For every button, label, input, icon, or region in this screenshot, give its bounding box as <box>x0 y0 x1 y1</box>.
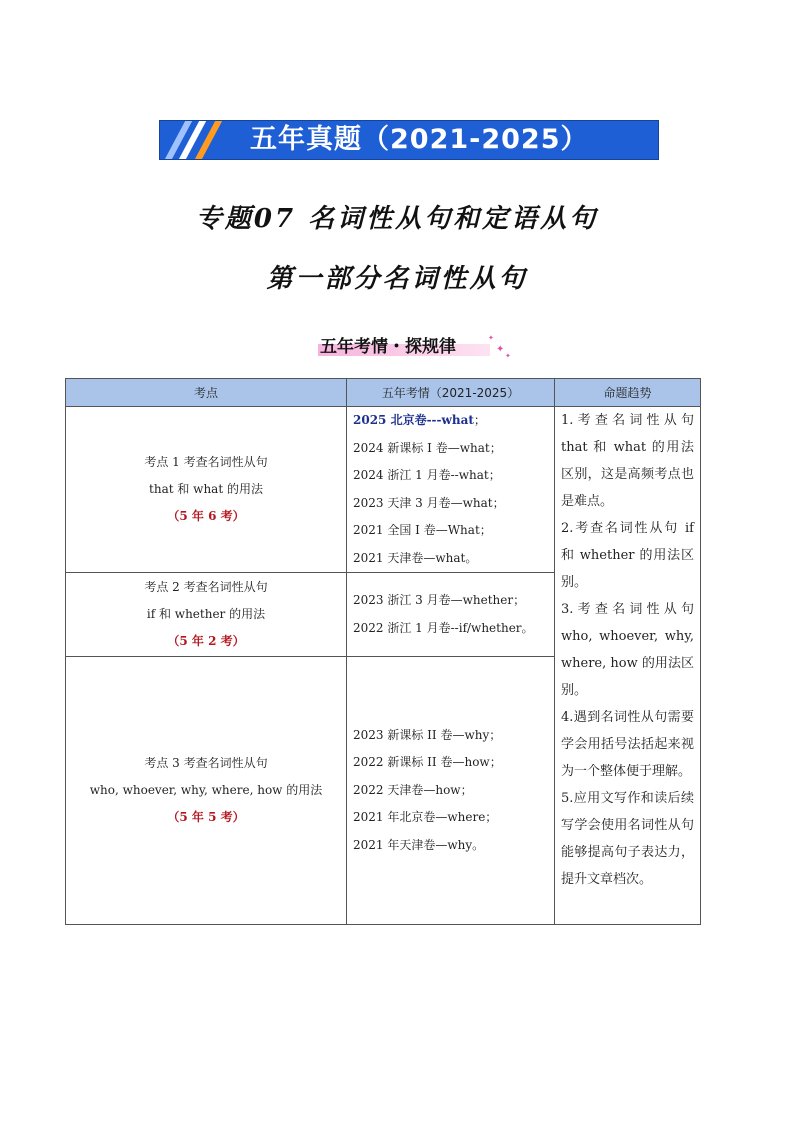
trend-item: 3.考查名词性从句 who, whoever, why, where, how 的用法区别。 <box>561 602 694 698</box>
kp-title: 考点 2 考查名词性从句 <box>144 580 268 594</box>
list-item: 2022 天津卷—how； <box>353 782 473 797</box>
list-item: 2021 全国 I 卷—What； <box>353 523 492 537</box>
kp-count: （5 年 6 考） <box>167 509 245 523</box>
kp-title: 考点 1 考查名词性从句 <box>144 455 268 469</box>
list-item: 2022 新课标 II 卷—how； <box>353 755 502 770</box>
trend-item: 4.遇到名词性从句需要学会用括号法括起来视为一个整体便于理解。 <box>561 710 694 779</box>
table-header-row <box>66 379 701 407</box>
list-item: 2021 年北京卷—where； <box>353 810 498 825</box>
banner-title: 五年真题（2021-2025） <box>250 124 589 155</box>
knowledge-point-cell <box>66 657 347 925</box>
list-item: 2023 新课标 II 卷—why； <box>353 727 502 742</box>
column-header: 五年考情（2021-2025） <box>347 379 555 407</box>
trend-item: 1.考查名词性从句 that 和 what 的用法区别，这是高频考点也是难点。 <box>561 413 694 509</box>
list-item: 2024 新课标 I 卷—what； <box>353 440 502 455</box>
kp-subtitle: who, whoever, why, where, how 的用法 <box>89 783 323 797</box>
title-banner <box>159 120 659 160</box>
exam-list-cell <box>347 657 555 925</box>
sparkle-icon: ✦ <box>496 344 505 355</box>
column-header: 考点 <box>66 379 347 407</box>
kp-title: 考点 3 考查名词性从句 <box>144 756 268 770</box>
table-row <box>66 407 701 573</box>
section-heading <box>318 332 511 360</box>
list-item: 2023 浙江 3 月卷—whether； <box>353 593 526 607</box>
knowledge-point-cell <box>66 407 347 573</box>
sparkle-icon: ✦ <box>488 334 494 342</box>
list-item: 2021 年天津卷—why。 <box>353 837 485 852</box>
highlighted-item: 2025 北京卷---what <box>353 413 474 427</box>
exam-list-cell <box>347 407 555 573</box>
kp-subtitle: if 和 whether 的用法 <box>146 607 266 621</box>
knowledge-point-cell <box>66 573 347 657</box>
list-item <box>353 407 548 435</box>
column-header: 命题趋势 <box>555 379 701 407</box>
item-tail: ； <box>473 413 486 427</box>
trend-cell <box>555 407 701 925</box>
kp-count: （5 年 2 考） <box>167 634 245 648</box>
exam-table <box>65 378 701 925</box>
section-title: 五年考情・探规律 <box>320 337 456 357</box>
list-item: 2021 天津卷—what。 <box>353 550 478 565</box>
trend-item: 2.考查名词性从句 if 和 whether 的用法区别。 <box>561 521 694 590</box>
exam-list-cell <box>347 573 555 657</box>
sparkle-icon: ✦ <box>505 352 511 360</box>
list-item: 2022 浙江 1 月卷--if/whether。 <box>353 620 534 635</box>
part-title: 第一部分名词性从句 <box>266 264 528 294</box>
kp-count: （5 年 5 考） <box>167 810 245 824</box>
list-item: 2024 浙江 1 月卷--what； <box>353 468 501 482</box>
topic-title: 专题07 名词性从句和定语从句 <box>195 204 599 234</box>
list-item: 2023 天津 3 月卷—what； <box>353 495 505 510</box>
trend-item: 5.应用文写作和读后续写学会使用名词性从句能够提高句子表达力，提升文章档次。 <box>561 791 694 887</box>
kp-subtitle: that 和 what 的用法 <box>149 482 263 496</box>
